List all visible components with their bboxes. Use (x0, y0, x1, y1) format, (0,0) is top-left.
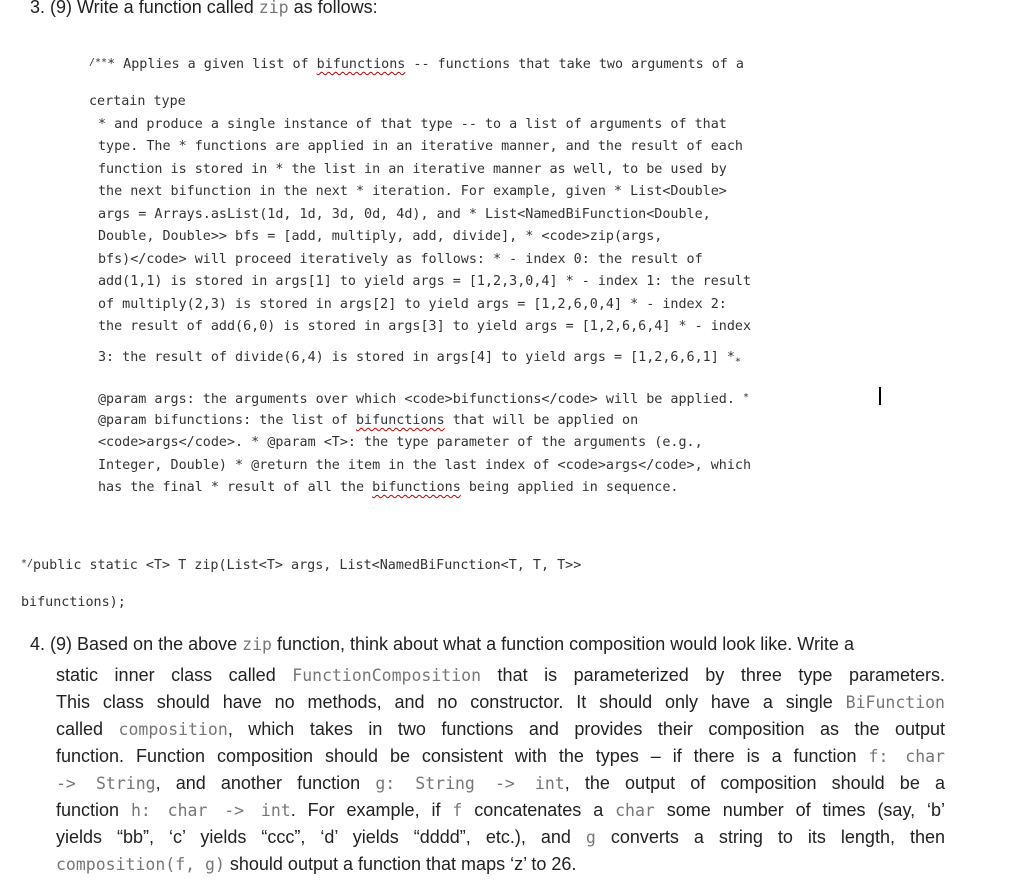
q4-line-8: yields “bb”, ‘c’ yields “ccc”, ‘d’ yields “dddd”, etc.), and g converts a string to its length, then (56, 827, 946, 847)
q3-suffix: as follows: (293, 0, 378, 17)
q4-line-7: function h: char -> int. For example, if f concatenates a char some number of times (say, ‘b’ (56, 800, 946, 820)
comment-line-11: of multiply(2,3) is stored in args[2] to yield args = [1,2,6,0,4] * - index 2: (98, 297, 727, 312)
comment-line-5: function is stored in * the list in an iterative manner as well, to be used by (98, 162, 727, 177)
param-line-2: @param bifunctions: the list of bifunctions that will be applied on (98, 413, 639, 428)
text-cursor (879, 387, 881, 405)
comment-line-3: * and produce a single instance of that type -- to a list of arguments of that (98, 117, 727, 132)
q3-prefix: 3. (9) Write a function called (30, 0, 254, 17)
spellcheck-word: bifunctions (372, 480, 461, 495)
q3-fn-name: zip (258, 0, 289, 17)
comment-line-12: the result of add(6,0) is stored in args[3] to yield args = [1,2,6,6,4] * - index (98, 319, 752, 334)
q4-line-6: -> String, and another function g: String -> int, the output of composition should be a (56, 773, 945, 793)
comment-line-13: 3: the result of divide(6,4) is stored in args[4] to yield args = [1,2,6,6,1] $*_*$ (98, 350, 741, 368)
comment-line-4: type. The * functions are applied in an iterative manner, and the result of each (98, 139, 743, 154)
comment-line-1: /*** Applies a given list of bifunctions -- functions that take two arguments of a (89, 57, 744, 72)
q4-line-1: 4. (9) Based on the above zip function, think about what a function composition would look like. Write a (30, 634, 854, 654)
q4-line-5: function. Function composition should be consistent with the types – if there is a function f: char (56, 746, 945, 766)
param-line-1: @param args: the arguments over which <code>bifunctions</code> will be applied. * (98, 392, 749, 407)
signature-line-2: bifunctions); (21, 595, 126, 610)
comment-line-6: the next bifunction in the next * iteration. For example, given * List<Double> (98, 184, 727, 199)
param-line-4: Integer, Double) * @return the item in the last index of <code>args</code>, which (98, 458, 752, 473)
q4-line-3: This class should have no methods, and no constructor. It should only have a single BiFunction (56, 692, 945, 712)
param-line-5: has the final * result of all the bifunctions being applied in sequence. (98, 480, 679, 495)
spellcheck-word: bifunctions (316, 57, 406, 72)
comment-line-9: bfs)</code> will proceed iteratively as follows: * - index 0: the result of (98, 252, 703, 267)
comment-close: */ (21, 558, 34, 569)
comment-line-10: add(1,1) is stored in args[1] to yield args = [1,2,3,0,4] * - index 1: the result (98, 274, 752, 289)
q4-line-4: called composition, which takes in two functions and provides their composition as the output (56, 719, 946, 739)
signature-line-1: */public static <T> T zip(List<T> args, List<NamedBiFunction<T, T, T>> (21, 558, 582, 573)
question-3-heading (30, 0, 378, 18)
param-line-3: <code>args</code>. * @param <T>: the type parameter of the arguments (e.g., (98, 435, 703, 450)
comment-line-8: Double, Double>> bfs = [add, multiply, add, divide], * <code>zip(args, (98, 229, 663, 244)
q4-line-9: composition(f, g) should output a function that maps ‘z’ to 26. (56, 854, 577, 874)
spellcheck-word: bifunctions (355, 413, 445, 428)
comment-line-7: args = Arrays.asList(1d, 1d, 3d, 0d, 4d), and * List<NamedBiFunction<Double, (98, 207, 711, 222)
comment-open: /** (89, 57, 108, 68)
q4-line-2: static inner class called FunctionComposition that is parameterized by three type parameters. (56, 665, 945, 685)
comment-line-2: certain type (89, 94, 186, 109)
